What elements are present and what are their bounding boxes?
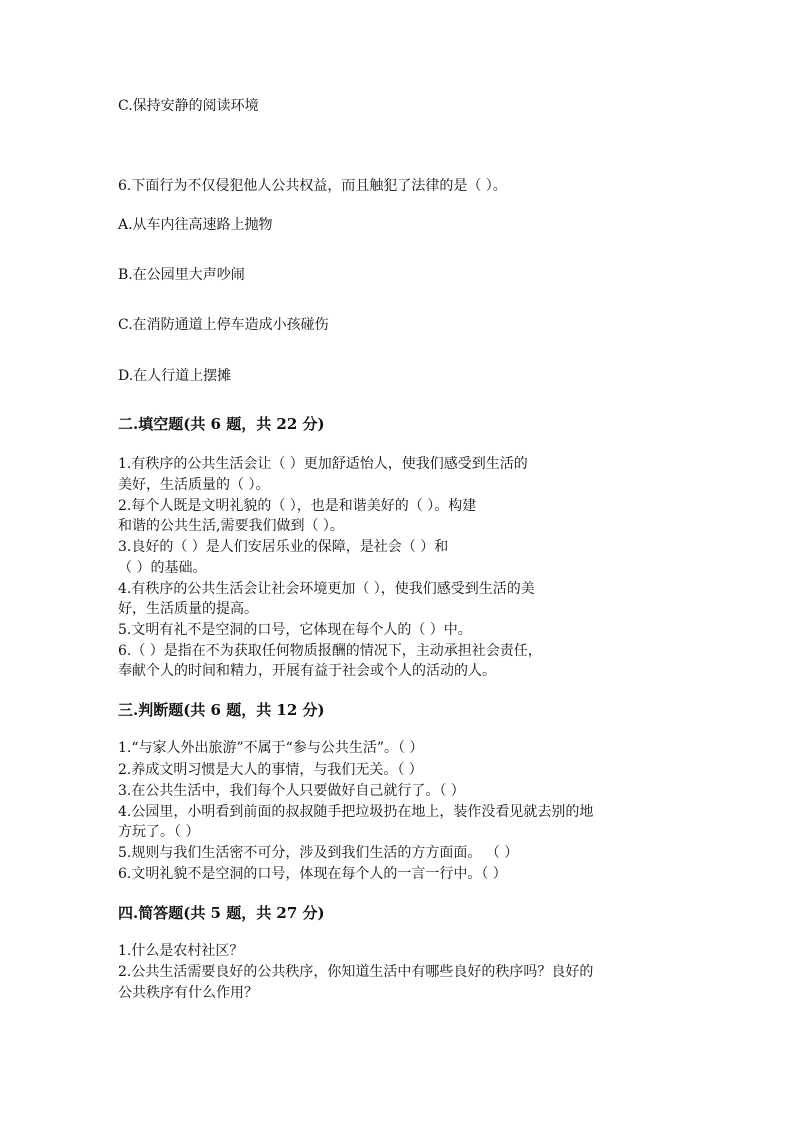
- fill-blank-line: 和谐的公共生活,需要我们做到（ ）。: [118, 518, 344, 534]
- true-false-line: 3.在公共生活中，我们每个人只要做好自己就行了。（ ）: [118, 783, 465, 799]
- fill-blank-line: （ ）的基础。: [118, 560, 207, 576]
- q6-stem: 6.下面行为不仅侵犯他人公共权益，而且触犯了法律的是（ ）。: [118, 178, 507, 194]
- true-false-line: 2.养成文明习惯是大人的事情，与我们无关。（ ）: [118, 762, 423, 778]
- fill-blank-line: 美好，生活质量的（ ）。: [118, 477, 270, 493]
- q6-option-d: D.在人行道上摆摊: [118, 368, 232, 384]
- fill-blank-line: 1.有秩序的公共生活会让（ ）更加舒适怡人，使我们感受到生活的: [118, 456, 528, 472]
- true-false-line: 5.规则与我们生活密不可分，涉及到我们生活的方方面面。 （ ）: [118, 845, 519, 861]
- q6-option-c: C.在消防通道上停车造成小孩碰伤: [118, 317, 329, 333]
- q6-option-b: B.在公园里大声吵闹: [118, 267, 245, 283]
- true-false-line: 方玩了。（ ）: [118, 824, 200, 840]
- fill-blank-line: 3.良好的（ ）是人们安居乐业的保障，是社会（ ）和: [118, 539, 449, 555]
- fill-blank-line: 奉献个人的时间和精力，开展有益于社会或个人的活动的人。: [118, 663, 496, 679]
- section-heading-fill-blank: 二.填空题(共 6 题，共 22 分): [118, 415, 325, 433]
- section-heading-true-false: 三.判断题(共 6 题，共 12 分): [118, 701, 325, 719]
- true-false-line: 4.公园里，小明看到前面的叔叔随手把垃圾扔在地上，装作没看见就去别的地: [118, 804, 594, 820]
- fill-blank-line: 4.有秩序的公共生活会让社会环境更加（ ），使我们感受到生活的美: [118, 581, 535, 597]
- fill-blank-line: 6.（ ）是指在不为获取任何物质报酬的情况下，主动承担社会责任，: [118, 643, 542, 659]
- true-false-line: 6.文明礼貌不是空洞的口号，体现在每个人的一言一行中。（ ）: [118, 866, 507, 882]
- fill-blank-line: 2.每个人既是文明礼貌的（ ），也是和谐美好的（ ）。构建: [118, 498, 477, 514]
- section-heading-short-answer: 四.简答题(共 5 题，共 27 分): [118, 904, 325, 922]
- q6-option-a: A.从车内往高速路上抛物: [118, 217, 273, 233]
- fill-blank-line: 好，生活质量的提高。: [118, 601, 258, 617]
- q5-option-c: C.保持安静的阅读环境: [118, 98, 259, 114]
- short-answer-line: 2.公共生活需要良好的公共秩序，你知道生活中有哪些良好的秩序吗？良好的: [118, 964, 594, 980]
- true-false-line: 1.“与家人外出旅游”不属于“参与公共生活”。（ ）: [118, 740, 424, 756]
- short-answer-line: 公共秩序有什么作用？: [118, 985, 258, 1001]
- fill-blank-line: 5.文明有礼不是空洞的口号，它体现在每个人的（ ）中。: [118, 622, 472, 638]
- short-answer-line: 1.什么是农村社区？: [118, 943, 244, 959]
